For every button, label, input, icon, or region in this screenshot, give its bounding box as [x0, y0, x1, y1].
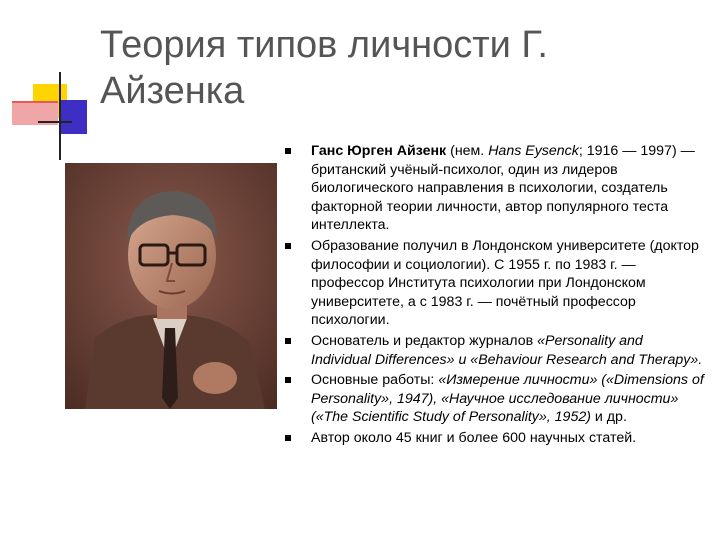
list-item [285, 237, 705, 330]
slide-title: Теория типов личности Г. Айзенка [100, 24, 548, 112]
text-part: ; 1916 — 1997) — британский учёный-психолог, один из лидеров биологического направления в психологии, создатель факторной теории личности, автор популярного теста интеллекта. [311, 143, 695, 234]
decor-blue-square [60, 100, 87, 134]
bullet-square-icon [285, 377, 291, 383]
decor-vertical-line [59, 72, 61, 160]
text-part: Автор около 45 книг и более 600 научных статей. [311, 429, 637, 446]
text-part: (нем. [446, 143, 489, 159]
bullet-square-icon [285, 338, 291, 344]
list-item [285, 429, 705, 448]
list-item [285, 371, 705, 427]
portrait-photo [65, 163, 277, 409]
text-part: Основатель и редактор журналов [311, 332, 538, 349]
bullet-square-icon [285, 435, 291, 441]
bullet-square-icon [285, 148, 291, 154]
list-item [285, 142, 705, 235]
journal-titles: «Personality and Individual Differences» и «Behaviour Research and Therapy». [311, 332, 703, 368]
bullet-square-icon [285, 243, 291, 249]
person-name: Ганс Юрген Айзенк [311, 143, 447, 159]
decor-horizontal-line [38, 121, 72, 123]
text-part: Образование получил в Лондонском университете (доктор философии и социологии). С 1955 г. по 1983 г. — профессор Института психологии при Лондонском университете, а с 1983 г. — почётный профессор психологии. [311, 237, 699, 329]
works-titles: «Измерение личности» («Dimensions of Personality», 1947), «Научное исследование личности» («The Scientific Study of Personality», 1952) [311, 372, 704, 426]
text-part: Основные работы: [311, 372, 439, 389]
bullet-list [285, 142, 705, 450]
text-part: и др. [590, 409, 627, 426]
foreign-name: Hans Eysenck [488, 143, 579, 159]
list-item [285, 332, 705, 369]
